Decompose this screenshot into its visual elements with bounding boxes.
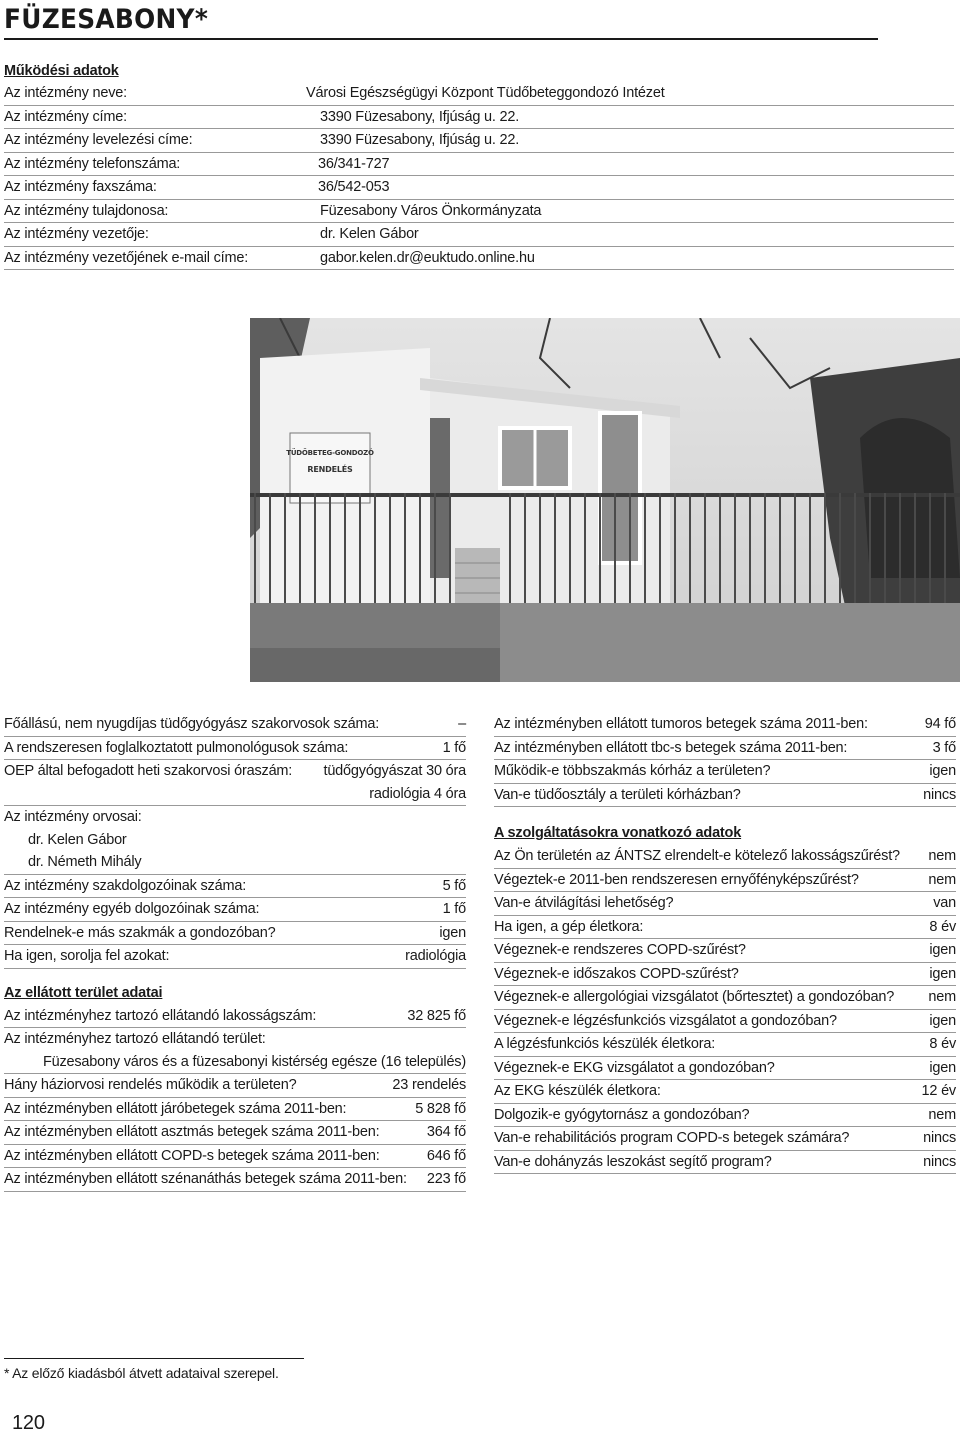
info-value: 3390 Füzesabony, Ifjúság u. 22. xyxy=(320,108,520,125)
building-photo xyxy=(250,318,960,682)
stat-label: Hány háziorvosi rendelés működik a területen? xyxy=(4,1077,297,1093)
service-value: van xyxy=(933,895,956,911)
stat-row-oraszam xyxy=(4,760,466,783)
stat-value: 223 fő xyxy=(426,1171,466,1187)
service-row xyxy=(494,869,956,893)
orvos-name: dr. Kelen Gábor xyxy=(28,831,127,848)
stat-row-lakossagszam xyxy=(4,1005,466,1029)
service-value: 12 év xyxy=(921,1083,956,1099)
stat-row-korhaz xyxy=(494,760,956,784)
stat-row-jarobetegek xyxy=(4,1098,466,1122)
service-row xyxy=(494,1104,956,1128)
service-value: nem xyxy=(928,1106,956,1123)
stat-label: Az intézményben ellátott tumoros betegek száma 2011-ben: xyxy=(494,716,868,732)
stat-row-pulmonologusok xyxy=(4,737,466,761)
service-row xyxy=(494,1151,956,1175)
service-row xyxy=(494,986,956,1010)
service-row xyxy=(494,1057,956,1081)
service-label: Végeznek-e légzésfunkciós vizsgálatot a gondozóban? xyxy=(494,1012,837,1029)
info-label: Az intézmény vezetője: xyxy=(4,226,149,242)
stat-row-szakorvosok xyxy=(4,713,466,737)
stat-value: 1 fő xyxy=(442,739,466,756)
stat-value: 364 fő xyxy=(426,1124,466,1140)
section-heading-mukodesi: Működési adatok xyxy=(4,63,119,79)
stat-value-radiologia: radiológia 4 óra xyxy=(369,785,466,802)
service-label: Végeznek-e allergológiai vizsgálatot (bőrtesztet) a gondozóban? xyxy=(494,989,895,1005)
orvosai-label: Az intézmény orvosai: xyxy=(4,809,142,825)
sign-line2: RENDELÉS xyxy=(307,465,353,474)
service-value: nincs xyxy=(923,1130,956,1146)
service-label: Végeznek-e rendszeres COPD-szűrést? xyxy=(494,942,746,958)
stat-row-haziorvosi xyxy=(4,1074,466,1098)
stat-value: igen xyxy=(439,924,466,941)
service-label: Az Ön területén az ÁNTSZ elrendelt-e kötelező lakosságszűrést? xyxy=(494,848,900,864)
footnote-divider xyxy=(4,1358,304,1359)
service-label: Van-e dohányzás leszokást segítő program? xyxy=(494,1153,772,1170)
stat-label: Az intézmény egyéb dolgozóinak száma: xyxy=(4,901,260,917)
stat-label: A rendszeresen foglalkoztatott pulmonológusok száma: xyxy=(4,739,349,756)
stat-value: 1 fő xyxy=(442,901,466,917)
service-value: igen xyxy=(929,965,956,982)
stat-value: 32 825 fő xyxy=(407,1007,466,1024)
service-value: 8 év xyxy=(929,1036,956,1052)
service-label: Végeztek-e 2011-ben rendszeresen ernyőfényképszűrést? xyxy=(494,871,859,888)
info-value: dr. Kelen Gábor xyxy=(320,226,419,242)
service-label: Dolgozik-e gyógytornász a gondozóban? xyxy=(494,1106,750,1123)
stat-label: Az intézményben ellátott asztmás betegek száma 2011-ben: xyxy=(4,1124,380,1140)
service-value: nem xyxy=(928,989,956,1005)
info-row-phone xyxy=(4,153,954,177)
service-label: A légzésfunkciós készülék életkora: xyxy=(494,1036,716,1052)
stat-row-tumoros xyxy=(494,713,956,737)
service-label: Végeznek-e EKG vizsgálatot a gondozóban? xyxy=(494,1059,775,1076)
section-heading-szolgaltatasok: A szolgáltatásokra vonatkozó adatok xyxy=(494,825,742,841)
stat-value: 646 fő xyxy=(426,1147,466,1164)
service-value: igen xyxy=(929,1012,956,1029)
stat-row-szakdolgozok xyxy=(4,875,466,899)
service-value: 8 év xyxy=(929,918,956,935)
info-label: Az intézmény vezetőjének e-mail címe: xyxy=(4,249,249,266)
service-label: Végeznek-e időszakos COPD-szűrést? xyxy=(494,965,739,982)
service-label: Az EKG készülék életkora: xyxy=(494,1083,661,1099)
info-value: Füzesabony Város Önkormányzata xyxy=(320,202,542,219)
stat-row-mas-szakmak xyxy=(4,922,466,946)
stat-label: Főállású, nem nyugdíjas tüdőgyógyász szakorvosok száma: xyxy=(4,716,380,732)
stat-label: Az intézményben ellátott járóbetegek száma 2011-ben: xyxy=(4,1100,347,1117)
info-value: 36/341-727 xyxy=(318,155,390,172)
info-row-name xyxy=(4,82,954,106)
info-row-owner xyxy=(4,200,954,224)
stat-value: igen xyxy=(929,763,956,779)
stat-value: radiológia xyxy=(405,948,466,964)
stat-label: Az intézményben ellátott szénanáthás betegek száma 2011-ben: xyxy=(4,1171,407,1187)
stat-label: Az intézményhez tartozó ellátandó lakosságszám: xyxy=(4,1007,317,1024)
info-label: Az intézmény levelezési címe: xyxy=(4,132,193,148)
stat-row-oraszam-2 xyxy=(4,783,466,807)
service-label: Van-e átvilágítási lehetőség? xyxy=(494,895,674,911)
info-value: 3390 Füzesabony, Ifjúság u. 22. xyxy=(320,132,520,148)
stat-row-tudoosztaly xyxy=(494,784,956,808)
page-number: 120 xyxy=(12,1412,45,1434)
mukodesi-adatok-section xyxy=(4,60,954,270)
service-label: Ha igen, a gép életkora: xyxy=(494,918,644,935)
info-row-director xyxy=(4,223,954,247)
stat-value: 5 828 fő xyxy=(415,1100,466,1117)
stat-label: Az intézményben ellátott tbc-s betegek száma 2011-ben: xyxy=(494,739,848,756)
stat-value: 5 fő xyxy=(442,877,466,894)
terulet-label: Az intézményhez tartozó ellátandó terület: xyxy=(4,1031,266,1047)
info-value: 36/542-053 xyxy=(318,179,390,195)
service-row xyxy=(494,1010,956,1034)
info-label: Az intézmény tulajdonosa: xyxy=(4,202,169,219)
stat-label: OEP által befogadott heti szakorvosi óraszám: xyxy=(4,763,293,779)
stat-row-szenanathas xyxy=(4,1168,466,1192)
info-row-fax xyxy=(4,176,954,200)
stat-label: Működik-e többszakmás kórház a területen? xyxy=(494,763,771,779)
service-row xyxy=(494,939,956,963)
info-value: Városi Egészségügyi Központ Tüdőbeteggondozó Intézet xyxy=(306,85,665,101)
service-value: nem xyxy=(928,871,956,888)
stat-value: 23 rendelés xyxy=(392,1077,466,1093)
service-row xyxy=(494,1033,956,1057)
left-column xyxy=(4,713,466,1192)
terulet-value: Füzesabony város és a füzesabonyi kistérség egésze (16 település) xyxy=(4,1051,466,1075)
info-label: Az intézmény neve: xyxy=(4,85,127,101)
info-label: Az intézmény címe: xyxy=(4,108,127,125)
info-row-email xyxy=(4,247,954,271)
stat-row-copd xyxy=(4,1145,466,1169)
info-label: Az intézmény telefonszáma: xyxy=(4,155,181,172)
stat-label: Van-e tüdőosztály a területi kórházban? xyxy=(494,786,741,803)
stat-value-tudogyogyaszat: tüdőgyógyászat 30 óra xyxy=(323,763,466,779)
section-heading-terulet: Az ellátott terület adatai xyxy=(4,984,163,1001)
stat-row-tbc xyxy=(494,737,956,761)
stat-value: – xyxy=(458,716,466,732)
stat-label: Az intézmény szakdolgozóinak száma: xyxy=(4,877,247,894)
stat-row-asztmas xyxy=(4,1121,466,1145)
stat-label: Az intézményben ellátott COPD-s betegek száma 2011-ben: xyxy=(4,1147,380,1164)
service-value: nincs xyxy=(923,1153,956,1170)
right-column xyxy=(494,713,956,1174)
stat-value: 3 fő xyxy=(932,739,956,756)
service-row xyxy=(494,916,956,940)
page-title: FÜZESABONY* xyxy=(4,4,878,40)
service-row xyxy=(494,892,956,916)
service-row xyxy=(494,1080,956,1104)
stat-value: nincs xyxy=(923,786,956,803)
stat-row-egyeb-dolgozok xyxy=(4,898,466,922)
service-label: Van-e rehabilitációs program COPD-s betegek számára? xyxy=(494,1130,850,1146)
sign-line1: TÜDŐBETEG-GONDOZÓ xyxy=(286,449,374,457)
service-row xyxy=(494,845,956,869)
stat-value: 94 fő xyxy=(924,716,956,732)
footnote: * Az előző kiadásból átvett adataival szerepel. xyxy=(4,1365,279,1381)
stat-row-felsorolas xyxy=(4,945,466,969)
service-value: nem xyxy=(928,848,956,864)
orvos-name: dr. Németh Mihály xyxy=(4,851,466,875)
service-row xyxy=(494,1127,956,1151)
info-row-mail-address xyxy=(4,129,954,153)
stat-label: Rendelnek-e más szakmák a gondozóban? xyxy=(4,924,276,941)
info-row-address xyxy=(4,106,954,130)
service-value: igen xyxy=(929,1059,956,1076)
service-value: igen xyxy=(929,942,956,958)
stat-label: Ha igen, sorolja fel azokat: xyxy=(4,948,170,964)
info-value: gabor.kelen.dr@euktudo.online.hu xyxy=(320,249,535,266)
service-row xyxy=(494,963,956,987)
info-label: Az intézmény faxszáma: xyxy=(4,179,157,195)
